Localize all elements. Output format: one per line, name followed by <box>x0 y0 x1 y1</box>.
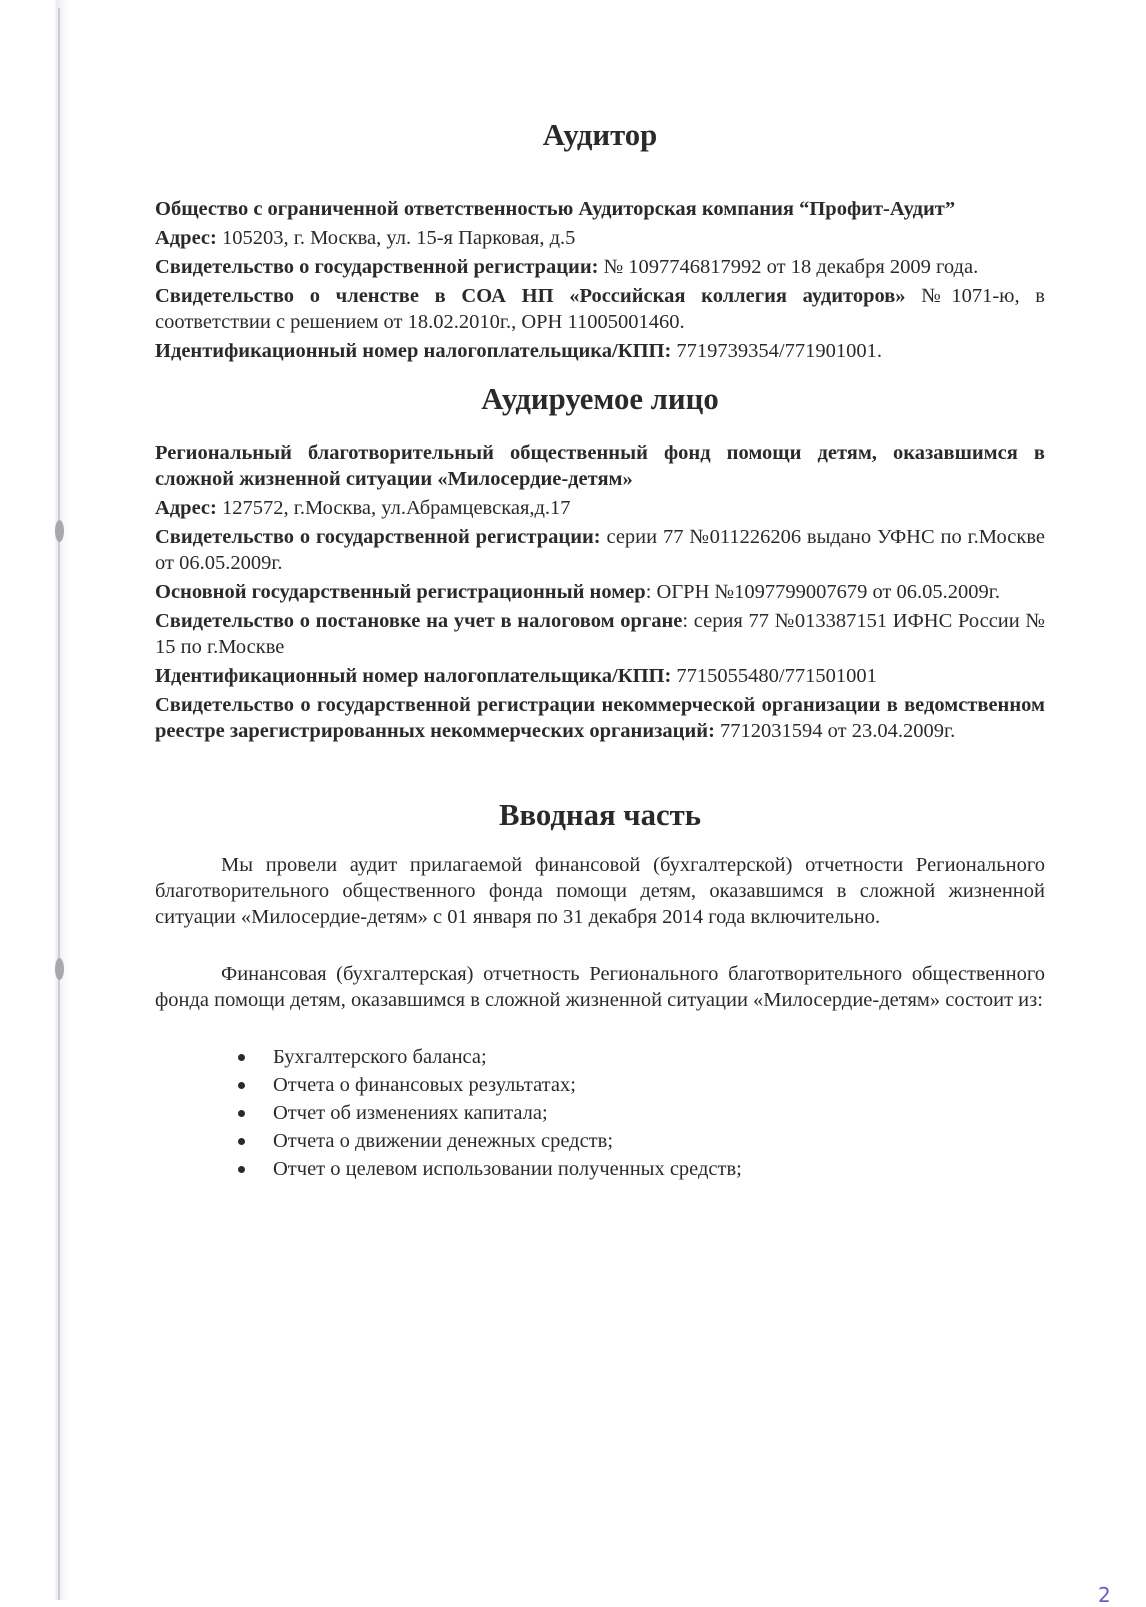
list-item <box>233 1072 1045 1098</box>
field-value: : серия 77 №013387151 ИФНС России № 15 по г.Москве <box>155 610 1045 658</box>
list-item-text: Отчета о финансовых результатах; <box>273 1074 576 1096</box>
bullet-icon <box>238 1082 245 1089</box>
field-value: 7712031594 от 23.04.2009г. <box>714 720 956 742</box>
field-label: Свидетельство о членстве в СОА НП «Российская коллегия аудиторов» <box>155 285 906 307</box>
field-label: Адрес: <box>155 227 217 249</box>
field-value: : ОГРН №1097799007679 от 06.05.2009г. <box>645 581 1000 603</box>
auditor-inn-kpp <box>155 338 1045 364</box>
document-body <box>155 118 1045 1184</box>
audited-section <box>155 382 1045 744</box>
list-item-text: Бухгалтерского баланса; <box>273 1046 487 1068</box>
intro-section <box>155 798 1045 1182</box>
bullet-icon <box>238 1110 245 1117</box>
field-value: 105203, г. Москва, ул. 15-я Парковая, д.5 <box>216 227 576 249</box>
auditor-heading: Аудитор <box>542 118 658 152</box>
field-label: Адрес: <box>155 497 217 519</box>
list-item-text: Отчета о движении денежных средств; <box>273 1130 614 1152</box>
auditor-membership <box>155 283 1045 335</box>
field-label: Свидетельство о государственной регистрации некоммерческой организации в ведомственном реестре зарегистрированных некоммерческих организаций: <box>155 694 1045 742</box>
auditor-address <box>155 225 1045 251</box>
audited-heading: Аудируемое лицо <box>481 382 719 416</box>
audited-tax-registration <box>155 608 1045 660</box>
list-item-text: Отчет об изменениях капитала; <box>273 1102 548 1124</box>
field-value: 7715055480/771501001 <box>671 665 877 687</box>
field-label: Основной государственный регистрационный номер <box>155 581 646 603</box>
list-item-text: Отчет о целевом использовании полученных средств; <box>273 1158 742 1180</box>
auditor-registration <box>155 254 1045 280</box>
intro-heading: Вводная часть <box>498 798 702 832</box>
audited-registration <box>155 524 1045 576</box>
punch-hole <box>55 958 64 980</box>
punch-hole <box>55 520 64 542</box>
auditor-section <box>155 118 1045 364</box>
binding-line <box>58 8 60 1600</box>
bullet-icon <box>238 1054 245 1061</box>
field-value: серии 77 №011226206 выдано УФНС по г.Москве от 06.05.2009г. <box>155 526 1045 574</box>
list-item <box>233 1100 1045 1126</box>
auditor-name: Общество с ограниченной ответственностью Аудиторская компания “Профит-Аудит” <box>155 198 956 220</box>
field-label: Свидетельство о постановке на учет в налоговом органе <box>155 610 683 632</box>
field-label: Идентификационный номер налогоплательщика/КПП: <box>155 340 672 362</box>
audited-address <box>155 495 1045 521</box>
field-value: №1071-ю, в соответствии с решением от 18.02.2010г., ОРН 11005001460. <box>155 285 1045 333</box>
audited-nko-registration <box>155 692 1045 744</box>
field-label: Свидетельство о государственной регистрации: <box>155 526 601 548</box>
field-label: Свидетельство о государственной регистрации: <box>155 256 599 278</box>
bullet-icon <box>238 1138 245 1145</box>
field-value: 127572, г.Москва, ул.Абрамцевская,д.17 <box>216 497 571 519</box>
audited-ogrn <box>155 579 1045 605</box>
statements-list <box>155 1044 1045 1182</box>
audited-name: Региональный благотворительный общественный фонд помощи детям, оказавшимся в сложной жизненной ситуации «Милосердие-детям» <box>155 442 1045 490</box>
bullet-icon <box>238 1166 245 1173</box>
handwritten-page-number: 2 <box>1098 1583 1111 1607</box>
list-item <box>233 1156 1045 1182</box>
list-item <box>233 1128 1045 1154</box>
field-value: 7719739354/771901001. <box>671 340 882 362</box>
field-value: № 1097746817992 от 18 декабря 2009 года. <box>598 256 979 278</box>
intro-paragraph: Мы провели аудит прилагаемой финансовой (бухгалтерской) отчетности Регионального благотворительного общественного фонда помощи детям, оказавшимся в сложной жизненной ситуации «Милосердие-детям» с 01 января по 31 декабря 2014 года включительно. <box>155 854 1045 928</box>
list-item <box>233 1044 1045 1070</box>
audited-inn-kpp <box>155 663 1045 689</box>
field-label: Идентификационный номер налогоплательщика/КПП: <box>155 665 672 687</box>
intro-paragraph: Финансовая (бухгалтерская) отчетность Регионального благотворительного общественного фонда помощи детям, оказавшимся в сложной жизненной ситуации «Милосердие-детям» состоит из: <box>155 963 1045 1011</box>
